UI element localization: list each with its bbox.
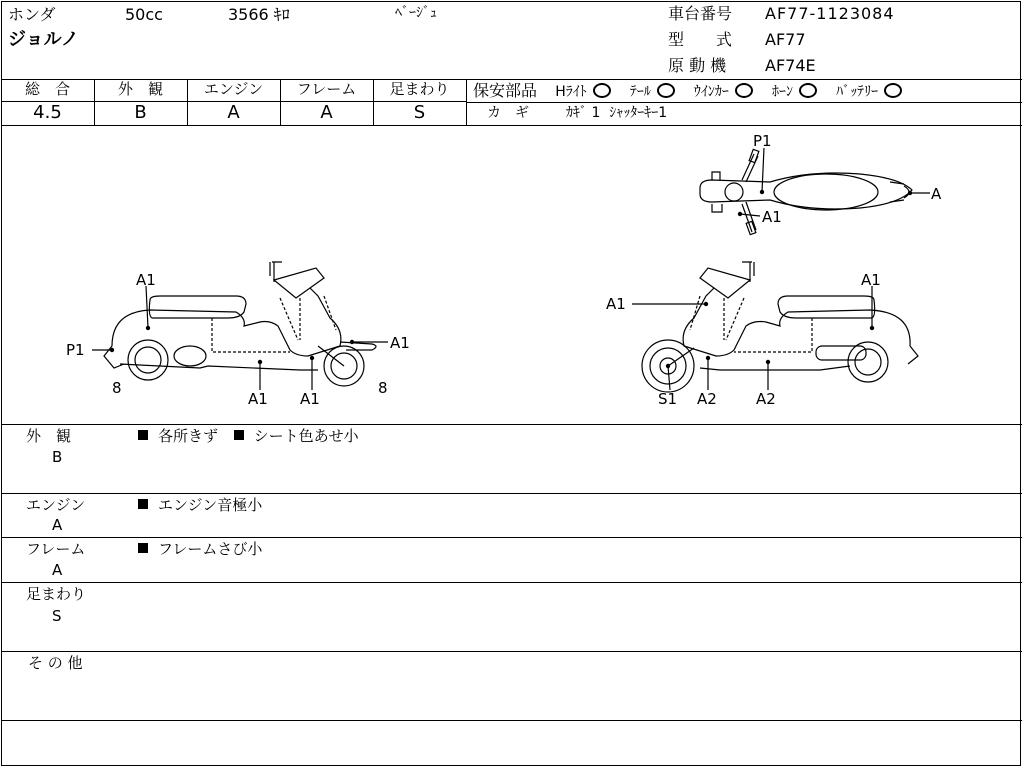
note-engine-label: エンジン — [26, 496, 86, 514]
engine-value: A — [227, 102, 240, 123]
overall-label: 総 合 — [24, 80, 70, 98]
circle-mark-icon — [593, 83, 611, 98]
key-value: ｶｷﾞ 1 ｼｬｯﾀｰｷｰ1 — [566, 105, 668, 121]
note-frame-grade: A — [52, 561, 63, 579]
scooter-diagram — [0, 126, 1024, 424]
marker-a1-right-seat: A1 — [861, 271, 881, 289]
bullet-square-icon — [138, 499, 148, 509]
marker-a1-left-seat: A1 — [136, 271, 156, 289]
marker-a1-left-floor: A1 — [248, 390, 268, 408]
exterior-label: 外 観 — [117, 80, 163, 98]
note-frame-label: フレーム — [26, 540, 86, 558]
bullet-square-icon — [138, 543, 148, 553]
displacement: 50cc — [125, 5, 163, 24]
note-other-label: そ の 他 — [28, 654, 83, 672]
marker-a1-top: A1 — [762, 208, 782, 226]
rule-notes-5 — [1, 720, 1022, 721]
engine-model-value: AF74E — [765, 56, 816, 75]
rule-safety-mid — [467, 102, 1022, 103]
marker-8-rear: 8 — [112, 379, 122, 397]
circle-mark-icon — [799, 83, 817, 98]
rule-notes-top — [1, 424, 1022, 425]
bullet-square-icon — [138, 430, 148, 440]
marker-8-front: 8 — [378, 379, 388, 397]
safety-item-battery: ﾊﾞｯﾃﾘｰ — [836, 84, 879, 100]
rule-notes-4 — [1, 651, 1022, 652]
marker-a2-right-fork: A2 — [697, 390, 717, 408]
key-label: カ ギ — [487, 105, 529, 121]
circle-mark-icon — [735, 83, 753, 98]
rule-notes-3 — [1, 582, 1022, 583]
marker-a-top: A — [931, 185, 942, 203]
color: ﾍﾞｰｼﾞｭ — [395, 5, 437, 21]
rule-col-5 — [466, 79, 467, 125]
marker-a1-left-front: A1 — [390, 334, 410, 352]
safety-item-horn: ﾎｰﾝ — [772, 84, 794, 100]
marker-a2-right-floor: A2 — [756, 390, 776, 408]
type-label: 型 式 — [668, 30, 733, 49]
safety-label: 保安部品 — [473, 81, 538, 100]
engine-model-label: 原 動 機 — [668, 56, 727, 75]
exterior-value: B — [134, 102, 147, 123]
note-exterior-item-1: 各所きず — [158, 427, 219, 445]
marker-p1-top: P1 — [753, 132, 772, 150]
engine-label: エンジン — [203, 80, 264, 98]
marker-p1-left: P1 — [66, 341, 85, 359]
marker-s1-right: S1 — [658, 390, 678, 408]
frame-value: A — [320, 102, 333, 123]
model-name: ジョルノ — [8, 29, 79, 50]
marker-a1-right-front: A1 — [606, 295, 626, 313]
suspension-value: S — [413, 102, 426, 123]
type-value: AF77 — [765, 30, 806, 49]
safety-item-tail: ﾃｰﾙ — [629, 84, 651, 100]
marker-a1-left-fork: A1 — [300, 390, 320, 408]
note-frame-text — [138, 542, 262, 557]
note-suspension-grade: S — [52, 607, 62, 625]
note-suspension-label: 足まわり — [26, 585, 87, 603]
safety-item-winker: ｳｲﾝｶｰ — [693, 84, 729, 100]
rule-notes-1 — [1, 493, 1022, 494]
note-exterior-label: 外 観 — [26, 427, 72, 445]
note-frame-item-1: フレームさび小 — [158, 540, 263, 558]
note-exterior-grade: B — [52, 448, 63, 466]
maker: ホンダ — [8, 5, 56, 24]
note-exterior-item-2: シート色あせ小 — [253, 427, 359, 445]
note-engine-text — [138, 498, 262, 513]
note-engine-item-1: エンジン音極小 — [158, 496, 263, 514]
circle-mark-icon — [657, 83, 675, 98]
chassis-value: AF77-1123084 — [765, 4, 895, 23]
mileage: 3566 ｷﾛ — [228, 5, 290, 24]
bullet-square-icon — [234, 430, 244, 440]
safety-item-headlight: Hﾗｲﾄ — [555, 84, 587, 100]
frame-label: フレーム — [296, 80, 357, 98]
scooter-top-view — [700, 149, 912, 234]
rule-notes-2 — [1, 537, 1022, 538]
note-exterior-text — [138, 429, 359, 444]
overall-value: 4.5 — [33, 102, 62, 123]
chassis-label: 車台番号 — [668, 4, 733, 23]
suspension-label: 足まわり — [389, 80, 450, 98]
safety-parts — [473, 83, 902, 99]
note-engine-grade: A — [52, 516, 63, 534]
circle-mark-icon — [884, 83, 902, 98]
